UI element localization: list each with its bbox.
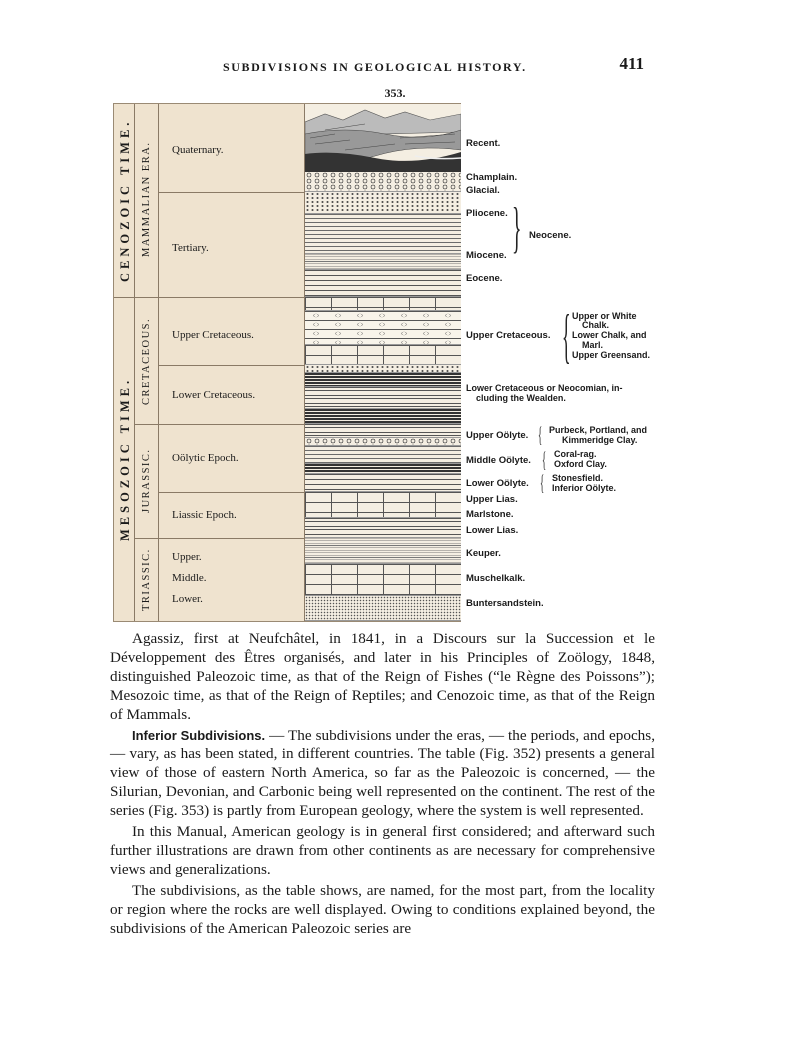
- mesozoic-time-label: MESOZOIC TIME.: [118, 376, 132, 542]
- paragraph-subdivisions-named: The subdivisions, as the table shows, are named, for the most part, from the locality or region where the rocks are well displayed. Owing to conditions explained beyond, the subdivisions of the American Paleozoic series are: [110, 881, 655, 937]
- mammalian-era-label: MAMMALIAN ERA.: [141, 141, 152, 257]
- paragraph-agassiz: Agassiz, first at Neufchâtel, in 1841, in a Discours sur la Succession et le Développement des Êtres organisés, and later in his Principles of Zoölogy, 1848, distinguished Paleozoic time, as that of the Reign of Fishes (“le Règne des Poissons”); Mesozoic time, as that of the Reign of Reptiles; and Cenozoic time, as that of the Reign of Mammals.: [110, 630, 655, 723]
- lower-cretaceous-line-2: cluding the Wealden.: [476, 393, 566, 403]
- upper-oolyte-detail-2: Kimmeridge Clay.: [562, 435, 638, 445]
- running-head: [110, 54, 660, 80]
- label-keuper: Keuper.: [466, 548, 501, 559]
- unit-liassic-epoch: Liassic Epoch.: [172, 509, 237, 521]
- label-middle-oolyte: Middle Oölyte.: [466, 455, 531, 466]
- label-neocene: Neocene.: [529, 230, 572, 241]
- paragraph-manual: In this Manual, American geology is in general first considered; and afterward such further illustrations are drawn from other continents as are necessary for comprehensive views and generalizations.: [110, 823, 655, 878]
- upper-oolyte-detail-1: Purbeck, Portland, and: [549, 425, 648, 435]
- label-upper-oolyte: Upper Oölyte.: [466, 430, 529, 441]
- label-glacial: Glacial.: [466, 185, 500, 196]
- upper-cretaceous-detail-2: Chalk.: [582, 320, 610, 330]
- upper-cretaceous-detail-3: Lower Chalk, and: [572, 330, 647, 340]
- upper-cretaceous-detail-5: Upper Greensand.: [572, 350, 651, 360]
- label-buntersandstein: Buntersandstein.: [466, 598, 544, 609]
- label-marlstone: Marlstone.: [466, 509, 514, 520]
- unit-quaternary: Quaternary.: [172, 144, 224, 156]
- cenozoic-time-label: CENOZOIC TIME.: [118, 118, 132, 283]
- upper-cretaceous-detail-1: Upper or White: [572, 311, 637, 321]
- upper-oolyte-brace: {: [538, 422, 543, 447]
- label-lower-oolyte: Lower Oölyte.: [466, 478, 529, 489]
- middle-oolyte-detail-2: Oxford Clay.: [554, 459, 607, 469]
- label-miocene: Miocene.: [466, 250, 507, 261]
- label-champlain: Champlain.: [466, 172, 518, 183]
- lower-oolyte-detail-1: Stonesfield.: [552, 473, 604, 483]
- landscape-illustration: [305, 104, 461, 172]
- lower-cretaceous-line-1: Lower Cretaceous or Neocomian, in-: [466, 383, 623, 393]
- unit-triassic-upper: Upper.: [172, 551, 202, 563]
- unit-lower-cretaceous: Lower Cretaceous.: [172, 389, 256, 401]
- label-upper-cretaceous: Upper Cretaceous.: [466, 330, 551, 341]
- figure-number: 353.: [384, 86, 406, 100]
- unit-oolytic-epoch: Oölytic Epoch.: [172, 452, 239, 464]
- upper-cretaceous-bracket: {: [562, 303, 571, 369]
- lower-oolyte-detail-2: Inferior Oölyte.: [552, 483, 617, 493]
- cretaceous-label: CRETACEOUS.: [141, 317, 152, 406]
- geological-table: [113, 103, 461, 622]
- jurassic-label: JURASSIC.: [141, 448, 152, 514]
- label-eocene: Eocene.: [466, 273, 503, 284]
- upper-cretaceous-detail-4: Marl.: [582, 340, 604, 350]
- running-title: SUBDIVISIONS IN GEOLOGICAL HISTORY.: [223, 60, 527, 74]
- middle-oolyte-detail-1: Coral-rag.: [554, 449, 597, 459]
- unit-triassic-lower: Lower.: [172, 593, 203, 605]
- page-number: 411: [619, 54, 644, 73]
- neocene-bracket: }: [512, 197, 522, 259]
- label-pliocene: Pliocene.: [466, 208, 508, 219]
- label-lower-lias: Lower Lias.: [466, 525, 519, 536]
- label-recent: Recent.: [466, 138, 501, 149]
- paragraph-inferior-subdivisions: [110, 727, 655, 822]
- unit-upper-cretaceous: Upper Cretaceous.: [172, 329, 254, 341]
- lower-oolyte-brace: {: [540, 470, 545, 495]
- triassic-label: TRIASSIC.: [141, 548, 152, 612]
- body-text: [110, 630, 655, 941]
- label-muschelkalk: Muschelkalk.: [466, 573, 526, 584]
- strata-illustration: [305, 104, 461, 621]
- inferior-subdivisions-text: — The subdivisions under the eras, — the periods, and epochs, — vary, as has been stated, in different countries. The table (Fig. 352) presents a general view of those of eastern North America, so far as the Paleozoic is concerned, — the Silurian, Devonian, and Carbonic being well represented on the continent. The rest of the series (Fig. 353) is partly from European geology, where the system is well represented.: [110, 726, 655, 820]
- middle-oolyte-brace: {: [542, 447, 547, 472]
- inferior-subdivisions-heading: Inferior Subdivisions.: [132, 727, 266, 743]
- unit-triassic-middle: Middle.: [172, 572, 207, 584]
- unit-tertiary: Tertiary.: [172, 242, 209, 254]
- label-upper-lias: Upper Lias.: [466, 494, 518, 505]
